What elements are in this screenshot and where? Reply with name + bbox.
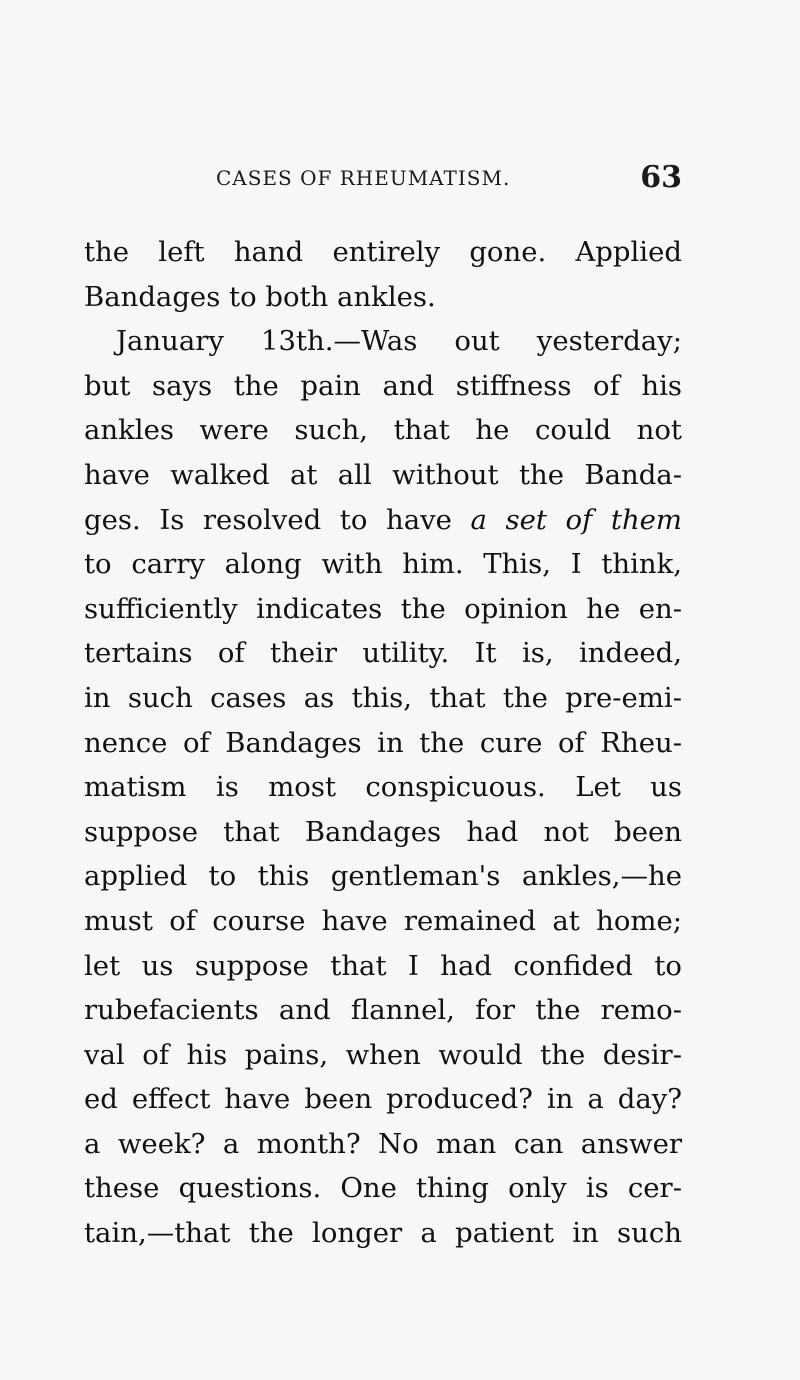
text-line: ed effect have been produced? in a day?	[84, 1083, 682, 1116]
italic-phrase: a set of them	[470, 503, 683, 536]
running-head	[84, 160, 682, 200]
text-line: rubefacients and flannel, for the remo-	[84, 994, 682, 1027]
text-line	[84, 498, 682, 543]
text-line: val of his pains, when would the desir-	[84, 1038, 682, 1071]
text-line: the left hand entirely gone. Applied	[84, 236, 682, 268]
text-line: tain,—that the longer a patient in such	[84, 1217, 682, 1250]
text-segment: ges. Is resolved to have	[84, 503, 452, 536]
text-line: must of course have remained at home;	[84, 904, 682, 937]
text-line: suppose that Bandages had not been	[84, 815, 682, 848]
text-line: these questions. One thing only is cer-	[84, 1172, 682, 1205]
text-line: sufficiently indicates the opinion he en-	[84, 592, 682, 625]
text-line: Bandages to both ankles.	[84, 280, 436, 313]
text-line: to carry along with him. This, I think,	[84, 548, 682, 581]
text-line: let us suppose that I had confided to	[84, 949, 682, 982]
text-line: but says the pain and stiffness of his	[84, 369, 682, 402]
text-line: January 13th.—Was out yesterday;	[116, 325, 682, 358]
text-line: applied to this gentleman's ankles,—he	[84, 860, 682, 893]
page-number: 63	[640, 160, 682, 195]
text-line: have walked at all without the Banda-	[84, 458, 682, 491]
text-line: nence of Bandages in the cure of Rheu-	[84, 726, 682, 759]
text-line: matism is most conspicuous. Let us	[84, 771, 682, 804]
running-title: CASES OF RHEUMATISM.	[216, 166, 511, 190]
text-line: ankles were such, that he could not	[84, 414, 682, 447]
body-text	[84, 230, 682, 1256]
text-line: in such cases as this, that the pre-emi-	[84, 681, 682, 714]
text-line: a week? a month? No man can answer	[84, 1127, 682, 1160]
text-line: tertains of their utility. It is, indeed,	[84, 637, 682, 670]
